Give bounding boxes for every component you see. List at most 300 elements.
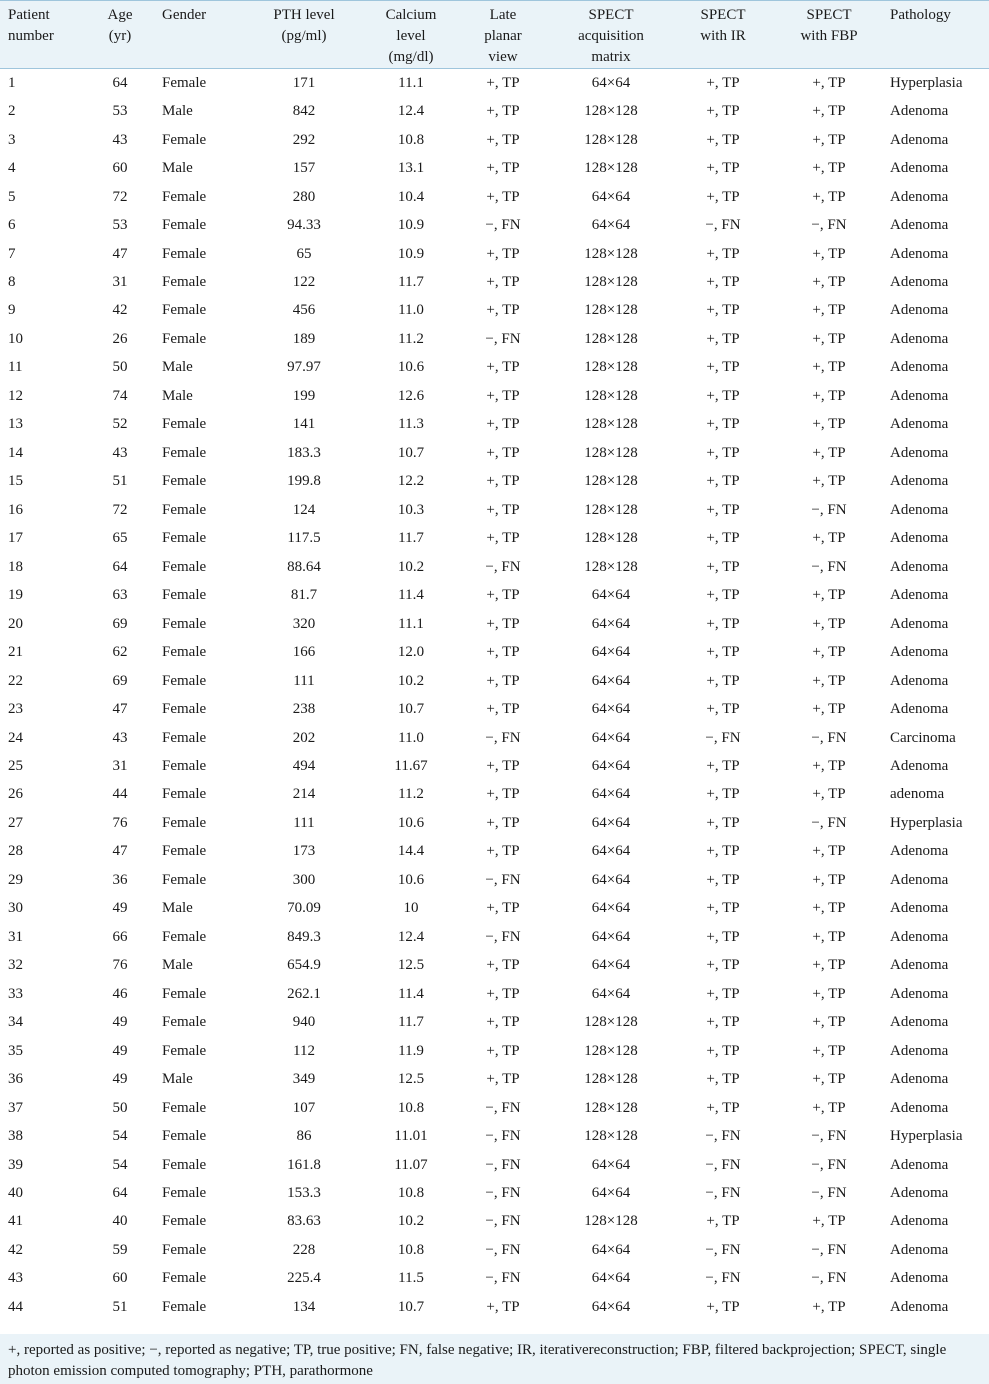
cell-spect-with-fbp: +, TP xyxy=(812,843,846,860)
table-row xyxy=(0,809,989,837)
cell-gender: Female xyxy=(162,672,207,689)
table-row xyxy=(0,980,989,1008)
table-row xyxy=(0,1179,989,1207)
cell-late-planar-view: +, TP xyxy=(486,359,520,376)
cell-spect-acquisition-matrix: 128×128 xyxy=(584,530,638,547)
cell-late-planar-view: −, FN xyxy=(485,1213,521,1230)
cell-pathology: Adenoma xyxy=(890,757,949,774)
cell-age: 42 xyxy=(112,302,128,319)
cell-pth-level: 111 xyxy=(293,814,315,831)
cell-calcium-level: 11.4 xyxy=(398,985,424,1002)
cell-pathology: Adenoma xyxy=(890,587,949,604)
cell-spect-with-fbp: +, TP xyxy=(812,928,846,945)
cell-spect-with-ir: +, TP xyxy=(706,757,740,774)
table-row xyxy=(0,97,989,125)
cell-calcium-level: 11.1 xyxy=(398,615,424,632)
cell-age: 51 xyxy=(112,1298,128,1315)
cell-pth-level: 842 xyxy=(292,103,316,120)
cell-late-planar-view: +, TP xyxy=(486,843,520,860)
cell-late-planar-view: −, FN xyxy=(485,928,521,945)
table-row xyxy=(0,1293,989,1321)
cell-late-planar-view: −, FN xyxy=(485,1128,521,1145)
cell-calcium-level: 12.5 xyxy=(397,1071,425,1088)
cell-spect-with-fbp: +, TP xyxy=(812,1014,846,1031)
cell-spect-with-ir: −, FN xyxy=(705,1270,741,1287)
cell-gender: Male xyxy=(162,160,193,177)
cell-age: 31 xyxy=(112,757,128,774)
cell-spect-acquisition-matrix: 64×64 xyxy=(591,615,631,632)
cell-patient-number: 19 xyxy=(8,587,23,604)
cell-spect-with-fbp: −, FN xyxy=(811,1270,847,1287)
cell-age: 49 xyxy=(112,1071,128,1088)
cell-spect-acquisition-matrix: 128×128 xyxy=(584,1071,638,1088)
cell-late-planar-view: +, TP xyxy=(486,644,520,661)
cell-calcium-level: 10.7 xyxy=(397,701,425,718)
table-row xyxy=(0,553,989,581)
cell-patient-number: 39 xyxy=(8,1156,23,1173)
table-row xyxy=(0,1065,989,1093)
cell-spect-with-fbp: −, FN xyxy=(811,729,847,746)
cell-pth-level: 849.3 xyxy=(287,928,321,945)
cell-pathology: Adenoma xyxy=(890,1270,949,1287)
cell-gender: Female xyxy=(162,1156,207,1173)
cell-pth-level: 166 xyxy=(292,644,316,661)
header-row xyxy=(0,1,989,69)
cell-spect-with-ir: +, TP xyxy=(706,444,740,461)
cell-late-planar-view: +, TP xyxy=(486,1071,520,1088)
cell-pathology: Adenoma xyxy=(890,957,949,974)
cell-age: 43 xyxy=(112,131,128,148)
cell-patient-number: 13 xyxy=(8,416,23,433)
cell-pth-level: 238 xyxy=(292,701,316,718)
cell-gender: Female xyxy=(162,444,207,461)
cell-pathology: adenoma xyxy=(890,786,945,803)
cell-spect-with-ir: +, TP xyxy=(706,501,740,518)
cell-spect-with-fbp: +, TP xyxy=(812,672,846,689)
cell-gender: Male xyxy=(162,387,193,404)
cell-pathology: Adenoma xyxy=(890,672,949,689)
cell-spect-with-fbp: +, TP xyxy=(812,1213,846,1230)
table-row xyxy=(0,439,989,467)
cell-late-planar-view: +, TP xyxy=(486,786,520,803)
table-row xyxy=(0,1265,989,1293)
table-row xyxy=(0,1236,989,1264)
cell-age: 60 xyxy=(112,1270,128,1287)
cell-gender: Male xyxy=(162,1071,193,1088)
cell-spect-with-fbp: +, TP xyxy=(812,985,846,1002)
cell-age: 40 xyxy=(112,1213,128,1230)
cell-pathology: Adenoma xyxy=(890,843,949,860)
cell-pathology: Adenoma xyxy=(890,928,949,945)
cell-patient-number: 9 xyxy=(8,302,16,319)
cell-spect-with-ir: +, TP xyxy=(706,644,740,661)
cell-spect-with-fbp: +, TP xyxy=(812,757,846,774)
cell-gender: Female xyxy=(162,1042,207,1059)
cell-calcium-level: 12.4 xyxy=(397,103,425,120)
cell-spect-with-ir: −, FN xyxy=(705,1156,741,1173)
cell-calcium-level: 10.3 xyxy=(397,501,425,518)
cell-calcium-level: 10.8 xyxy=(397,1185,425,1202)
cell-spect-acquisition-matrix: 64×64 xyxy=(591,729,631,746)
table-row xyxy=(0,1008,989,1036)
cell-patient-number: 18 xyxy=(8,558,23,575)
cell-pth-level: 112 xyxy=(293,1042,315,1059)
cell-spect-acquisition-matrix: 128×128 xyxy=(584,274,638,291)
cell-spect-acquisition-matrix: 64×64 xyxy=(591,957,631,974)
table-row xyxy=(0,325,989,353)
cell-pth-level: 654.9 xyxy=(287,957,321,974)
cell-spect-acquisition-matrix: 64×64 xyxy=(591,757,631,774)
cell-gender: Female xyxy=(162,1241,207,1258)
cell-age: 49 xyxy=(112,900,128,917)
cell-age: 47 xyxy=(112,843,128,860)
cell-patient-number: 7 xyxy=(8,245,16,262)
cell-spect-acquisition-matrix: 128×128 xyxy=(584,1042,638,1059)
cell-age: 47 xyxy=(112,245,128,262)
table-row xyxy=(0,268,989,296)
column-header-pth-level xyxy=(240,1,368,69)
cell-late-planar-view: +, TP xyxy=(486,530,520,547)
cell-spect-with-fbp: +, TP xyxy=(812,416,846,433)
cell-patient-number: 5 xyxy=(8,188,16,205)
cell-age: 76 xyxy=(112,957,128,974)
cell-gender: Male xyxy=(162,359,193,376)
cell-patient-number: 14 xyxy=(8,444,23,461)
cell-age: 47 xyxy=(112,701,128,718)
cell-age: 54 xyxy=(112,1128,128,1145)
cell-calcium-level: 10.2 xyxy=(397,1213,425,1230)
cell-gender: Female xyxy=(162,843,207,860)
cell-spect-acquisition-matrix: 64×64 xyxy=(591,900,631,917)
cell-pth-level: 86 xyxy=(296,1128,312,1145)
cell-pth-level: 70.09 xyxy=(287,900,321,917)
cell-pathology: Adenoma xyxy=(890,245,949,262)
cell-spect-with-fbp: +, TP xyxy=(812,1099,846,1116)
cell-gender: Male xyxy=(162,103,193,120)
cell-spect-with-fbp: +, TP xyxy=(812,1042,846,1059)
cell-spect-with-ir: +, TP xyxy=(706,843,740,860)
cell-spect-acquisition-matrix: 128×128 xyxy=(584,330,638,347)
cell-pth-level: 171 xyxy=(292,74,316,91)
cell-spect-with-ir: +, TP xyxy=(706,587,740,604)
cell-late-planar-view: −, FN xyxy=(485,1241,521,1258)
cell-spect-with-fbp: +, TP xyxy=(812,444,846,461)
cell-spect-with-fbp: −, FN xyxy=(811,814,847,831)
cell-gender: Male xyxy=(162,900,193,917)
cell-spect-with-fbp: +, TP xyxy=(812,131,846,148)
cell-patient-number: 30 xyxy=(8,900,23,917)
cell-pathology: Adenoma xyxy=(890,1185,949,1202)
cell-calcium-level: 10.6 xyxy=(397,871,425,888)
cell-gender: Female xyxy=(162,729,207,746)
table-row xyxy=(0,354,989,382)
cell-late-planar-view: +, TP xyxy=(486,985,520,1002)
cell-age: 69 xyxy=(112,672,128,689)
table-row xyxy=(0,525,989,553)
cell-pth-level: 124 xyxy=(292,501,316,518)
cell-spect-acquisition-matrix: 64×64 xyxy=(591,928,631,945)
cell-spect-acquisition-matrix: 64×64 xyxy=(591,871,631,888)
cell-spect-with-fbp: +, TP xyxy=(812,871,846,888)
cell-calcium-level: 11.01 xyxy=(394,1128,428,1145)
cell-spect-with-fbp: +, TP xyxy=(812,245,846,262)
cell-pth-level: 262.1 xyxy=(287,985,321,1002)
cell-gender: Female xyxy=(162,302,207,319)
cell-pth-level: 199 xyxy=(292,387,316,404)
cell-patient-number: 22 xyxy=(8,672,23,689)
cell-spect-acquisition-matrix: 64×64 xyxy=(591,644,631,661)
cell-late-planar-view: +, TP xyxy=(486,501,520,518)
cell-calcium-level: 11.5 xyxy=(398,1270,424,1287)
cell-calcium-level: 13.1 xyxy=(397,160,425,177)
cell-gender: Female xyxy=(162,217,207,234)
cell-pth-level: 161.8 xyxy=(287,1156,321,1173)
cell-age: 49 xyxy=(112,1014,128,1031)
column-header-late-planar-view xyxy=(454,1,552,69)
cell-spect-with-fbp: +, TP xyxy=(812,701,846,718)
cell-calcium-level: 11.7 xyxy=(398,274,424,291)
cell-spect-with-fbp: +, TP xyxy=(812,302,846,319)
cell-late-planar-view: +, TP xyxy=(486,672,520,689)
cell-pathology: Adenoma xyxy=(890,330,949,347)
column-header-line: with FBP xyxy=(800,28,858,44)
cell-pathology: Adenoma xyxy=(890,1213,949,1230)
cell-age: 50 xyxy=(112,1099,128,1116)
cell-spect-acquisition-matrix: 64×64 xyxy=(591,701,631,718)
column-header-patient-number xyxy=(0,1,86,69)
cell-pth-level: 111 xyxy=(293,672,315,689)
cell-spect-with-ir: +, TP xyxy=(706,302,740,319)
cell-patient-number: 34 xyxy=(8,1014,23,1031)
cell-late-planar-view: +, TP xyxy=(486,473,520,490)
cell-spect-with-ir: +, TP xyxy=(706,188,740,205)
cell-spect-with-ir: +, TP xyxy=(706,701,740,718)
cell-patient-number: 11 xyxy=(8,359,23,376)
cell-patient-number: 21 xyxy=(8,644,23,661)
cell-spect-with-ir: +, TP xyxy=(706,1014,740,1031)
cell-gender: Female xyxy=(162,871,207,888)
cell-spect-with-ir: +, TP xyxy=(706,473,740,490)
cell-age: 64 xyxy=(112,74,128,91)
column-header-line: Patient xyxy=(8,7,50,23)
cell-spect-with-fbp: +, TP xyxy=(812,615,846,632)
cell-pth-level: 107 xyxy=(292,1099,316,1116)
table-row xyxy=(0,183,989,211)
cell-calcium-level: 10.7 xyxy=(397,1298,425,1315)
cell-patient-number: 33 xyxy=(8,985,23,1002)
cell-spect-with-ir: +, TP xyxy=(706,672,740,689)
cell-late-planar-view: +, TP xyxy=(486,74,520,91)
cell-calcium-level: 10.6 xyxy=(397,814,425,831)
cell-calcium-level: 10.2 xyxy=(397,558,425,575)
cell-pth-level: 97.97 xyxy=(287,359,321,376)
cell-spect-with-ir: +, TP xyxy=(706,1298,740,1315)
cell-pth-level: 349 xyxy=(292,1071,316,1088)
cell-pathology: Adenoma xyxy=(890,1014,949,1031)
cell-gender: Female xyxy=(162,1128,207,1145)
cell-spect-with-ir: +, TP xyxy=(706,131,740,148)
cell-spect-with-ir: +, TP xyxy=(706,160,740,177)
table-row xyxy=(0,126,989,154)
cell-late-planar-view: −, FN xyxy=(485,1270,521,1287)
column-header-line: SPECT xyxy=(588,7,634,23)
cell-spect-with-ir: −, FN xyxy=(705,729,741,746)
cell-patient-number: 3 xyxy=(8,131,16,148)
cell-calcium-level: 12.4 xyxy=(397,928,425,945)
cell-spect-with-fbp: +, TP xyxy=(812,587,846,604)
cell-pathology: Adenoma xyxy=(890,558,949,575)
cell-patient-number: 41 xyxy=(8,1213,23,1230)
cell-late-planar-view: +, TP xyxy=(486,1042,520,1059)
cell-spect-with-fbp: +, TP xyxy=(812,473,846,490)
column-header-line: (pg/ml) xyxy=(281,28,327,44)
cell-age: 46 xyxy=(112,985,128,1002)
cell-late-planar-view: +, TP xyxy=(486,587,520,604)
cell-spect-with-fbp: +, TP xyxy=(812,957,846,974)
cell-pth-level: 153.3 xyxy=(287,1185,321,1202)
cell-gender: Female xyxy=(162,1270,207,1287)
column-header-line: matrix xyxy=(591,49,631,65)
cell-patient-number: 42 xyxy=(8,1241,23,1258)
cell-pathology: Hyperplasia xyxy=(890,74,963,91)
table-row xyxy=(0,895,989,923)
table-row xyxy=(0,1122,989,1150)
cell-calcium-level: 11.67 xyxy=(394,757,428,774)
cell-gender: Female xyxy=(162,615,207,632)
cell-age: 44 xyxy=(112,786,128,803)
cell-patient-number: 8 xyxy=(8,274,16,291)
cell-late-planar-view: +, TP xyxy=(486,444,520,461)
cell-calcium-level: 11.4 xyxy=(398,587,424,604)
cell-pathology: Hyperplasia xyxy=(890,1128,963,1145)
cell-calcium-level: 11.7 xyxy=(398,530,424,547)
cell-spect-with-fbp: +, TP xyxy=(812,274,846,291)
cell-calcium-level: 10.8 xyxy=(397,1099,425,1116)
table-row xyxy=(0,240,989,268)
cell-age: 53 xyxy=(112,103,128,120)
cell-calcium-level: 11.0 xyxy=(398,302,424,319)
cell-pth-level: 202 xyxy=(292,729,316,746)
cell-calcium-level: 11.9 xyxy=(398,1042,424,1059)
cell-gender: Female xyxy=(162,245,207,262)
table-row xyxy=(0,638,989,666)
cell-calcium-level: 11.0 xyxy=(398,729,424,746)
cell-spect-with-fbp: −, FN xyxy=(811,217,847,234)
cell-calcium-level: 12.6 xyxy=(397,387,425,404)
cell-spect-with-ir: +, TP xyxy=(706,103,740,120)
cell-calcium-level: 10.8 xyxy=(397,131,425,148)
cell-age: 59 xyxy=(112,1241,128,1258)
cell-spect-acquisition-matrix: 128×128 xyxy=(584,1099,638,1116)
table-footnote: +, reported as positive; −, reported as negative; TP, true positive; FN, false negative; IR, iterativereconstruction; FBP, filtered backprojection; SPECT, single photon emission computed tomography; PTH, parathormone xyxy=(0,1334,989,1384)
cell-gender: Female xyxy=(162,587,207,604)
cell-age: 69 xyxy=(112,615,128,632)
cell-spect-with-ir: +, TP xyxy=(706,1099,740,1116)
cell-age: 60 xyxy=(112,160,128,177)
cell-spect-with-ir: +, TP xyxy=(706,558,740,575)
cell-spect-with-fbp: −, FN xyxy=(811,1128,847,1145)
cell-pathology: Adenoma xyxy=(890,1042,949,1059)
cell-late-planar-view: −, FN xyxy=(485,1185,521,1202)
cell-pathology: Adenoma xyxy=(890,131,949,148)
cell-gender: Female xyxy=(162,1213,207,1230)
cell-spect-acquisition-matrix: 64×64 xyxy=(591,1270,631,1287)
cell-spect-with-fbp: +, TP xyxy=(812,644,846,661)
cell-patient-number: 2 xyxy=(8,103,16,120)
table-row xyxy=(0,667,989,695)
cell-spect-with-fbp: −, FN xyxy=(811,501,847,518)
cell-late-planar-view: +, TP xyxy=(486,387,520,404)
cell-late-planar-view: +, TP xyxy=(486,416,520,433)
cell-pathology: Adenoma xyxy=(890,217,949,234)
cell-late-planar-view: −, FN xyxy=(485,1156,521,1173)
cell-calcium-level: 10.4 xyxy=(397,188,425,205)
cell-pth-level: 183.3 xyxy=(287,444,321,461)
cell-spect-with-fbp: +, TP xyxy=(812,103,846,120)
table-row xyxy=(0,496,989,524)
cell-spect-with-ir: +, TP xyxy=(706,615,740,632)
cell-spect-with-fbp: +, TP xyxy=(812,160,846,177)
cell-spect-acquisition-matrix: 128×128 xyxy=(584,1213,638,1230)
table-row xyxy=(0,952,989,980)
cell-gender: Female xyxy=(162,188,207,205)
column-header-gender xyxy=(154,1,240,69)
cell-spect-acquisition-matrix: 128×128 xyxy=(584,245,638,262)
table-row xyxy=(0,154,989,182)
column-header-age xyxy=(86,1,154,69)
cell-age: 31 xyxy=(112,274,128,291)
cell-gender: Female xyxy=(162,757,207,774)
cell-gender: Female xyxy=(162,330,207,347)
table-row xyxy=(0,382,989,410)
cell-age: 51 xyxy=(112,473,128,490)
cell-gender: Female xyxy=(162,644,207,661)
cell-pathology: Adenoma xyxy=(890,444,949,461)
cell-pathology: Adenoma xyxy=(890,274,949,291)
column-header-line: SPECT xyxy=(806,7,852,23)
cell-spect-with-ir: +, TP xyxy=(706,274,740,291)
cell-calcium-level: 11.1 xyxy=(398,74,424,91)
cell-spect-acquisition-matrix: 64×64 xyxy=(591,188,631,205)
cell-pth-level: 134 xyxy=(292,1298,316,1315)
column-header-spect-with-ir xyxy=(670,1,776,69)
cell-pth-level: 122 xyxy=(292,274,316,291)
table-row xyxy=(0,752,989,780)
cell-spect-acquisition-matrix: 128×128 xyxy=(584,501,638,518)
cell-age: 50 xyxy=(112,359,128,376)
cell-spect-with-fbp: +, TP xyxy=(812,1071,846,1088)
cell-patient-number: 44 xyxy=(8,1298,23,1315)
cell-gender: Female xyxy=(162,416,207,433)
cell-spect-with-ir: +, TP xyxy=(706,330,740,347)
cell-pth-level: 157 xyxy=(292,160,316,177)
cell-patient-number: 4 xyxy=(8,160,16,177)
cell-late-planar-view: +, TP xyxy=(486,131,520,148)
cell-spect-with-ir: −, FN xyxy=(705,1128,741,1145)
column-header-line: SPECT xyxy=(700,7,746,23)
column-header-line: Age xyxy=(107,7,133,23)
cell-pth-level: 81.7 xyxy=(290,587,318,604)
cell-spect-with-fbp: −, FN xyxy=(811,1156,847,1173)
cell-pth-level: 494 xyxy=(292,757,316,774)
cell-pathology: Adenoma xyxy=(890,302,949,319)
column-header-spect-acquisition-matrix xyxy=(552,1,670,69)
cell-patient-number: 17 xyxy=(8,530,23,547)
column-header-calcium-level xyxy=(368,1,454,69)
cell-calcium-level: 10.9 xyxy=(397,245,425,262)
cell-spect-with-ir: −, FN xyxy=(705,217,741,234)
cell-spect-with-fbp: +, TP xyxy=(812,786,846,803)
